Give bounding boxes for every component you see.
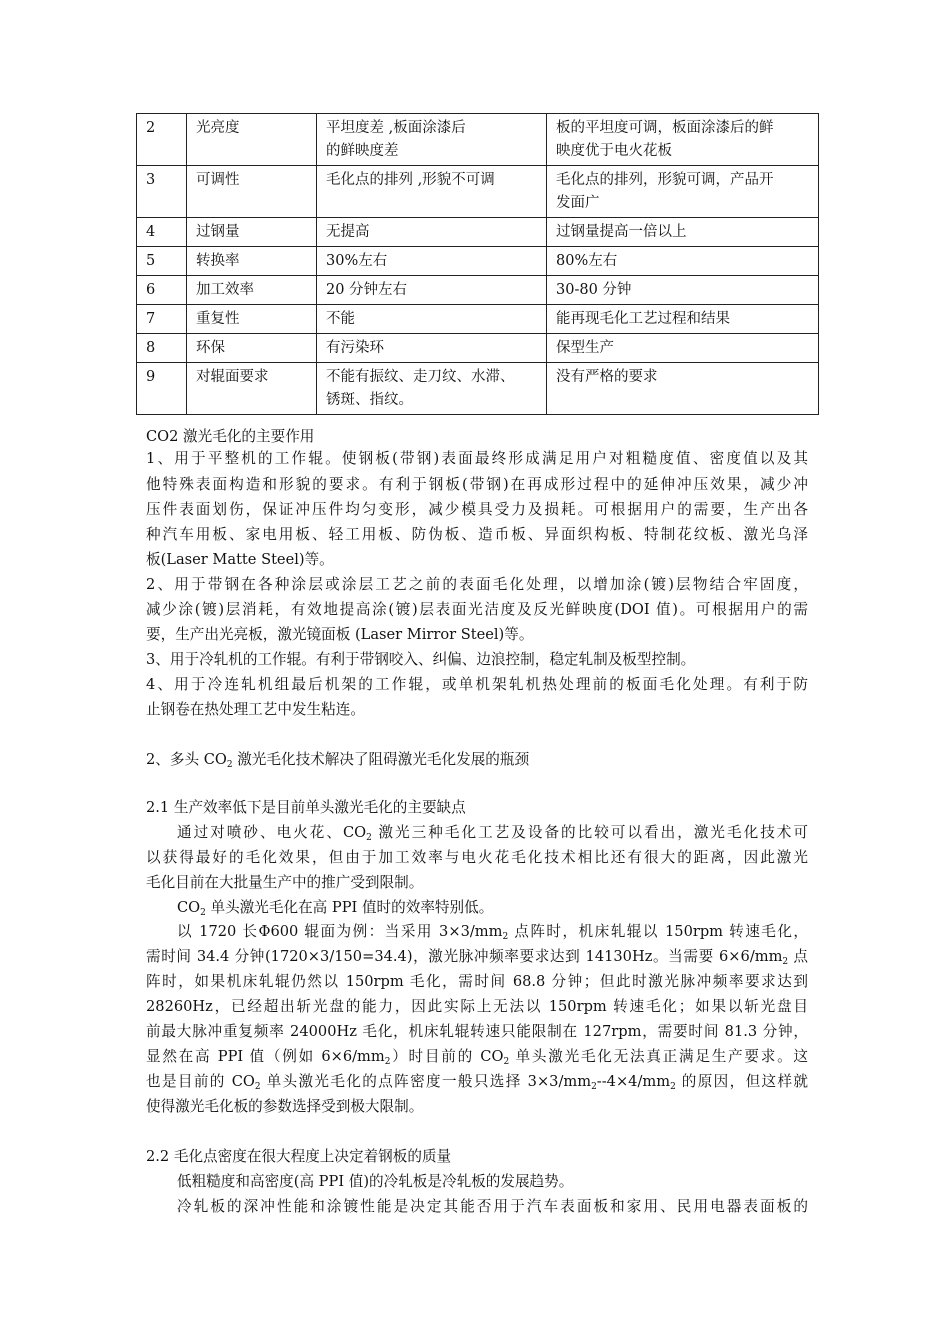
cell-laser-line: 能再现毛化工艺过程和结果 — [556, 311, 730, 327]
paragraph-line: 种汽车用板、家电用板、轻工用板、防伪板、造币板、异面织构板、特制花纹板、激光乌泽 — [146, 526, 808, 543]
paragraph-line: 阵时，如果机床轧辊仍然以 150rpm 毛化，需时间 68.8 分钟；但此时激光脉冲频率要求达到 — [146, 973, 808, 990]
cell-laser — [547, 218, 819, 247]
cell-laser-line: 没有严格的要求 — [556, 369, 658, 385]
cell-laser-line: 映度优于电火花板 — [556, 143, 672, 159]
cell-conventional-line: 平坦度差 ,板面涂漆后 — [326, 120, 466, 136]
paragraph-line: 冷轧板的深冲性能和涂镀性能是决定其能否用于汽车表面板和家用、民用电器表面板的 — [177, 1198, 808, 1215]
paragraph-line: 毛化目前在大批量生产中的推广受到限制。 — [146, 874, 424, 891]
cell-conventional-line: 无提高 — [326, 224, 370, 240]
cell-laser-line: 过钢量提高一倍以上 — [556, 224, 687, 240]
cell-laser — [547, 334, 819, 363]
paragraph-line: 减少涂(镀)层消耗，有效地提高涂(镀)层表面光洁度及反光鲜映度(DOI 值)。可根据用户的需 — [146, 601, 808, 618]
cell-laser-line: 板的平坦度可调，板面涂漆后的鲜 — [556, 120, 774, 136]
cell-conventional — [317, 276, 547, 305]
cell-conventional-line: 的鲜映度差 — [326, 143, 399, 159]
cell-laser — [547, 305, 819, 334]
paragraph-line: 前最大脉冲重复频率 24000Hz 毛化，机床轧辊转速只能限制在 127rpm，需要时间 81.3 分钟， — [146, 1023, 808, 1040]
cell-item: 加工效率 — [187, 276, 317, 305]
cell-laser — [547, 114, 819, 166]
paragraph-line: 1、用于平整机的工作辊。使钢板(带钢)表面最终形成满足用户对粗糙度值、密度值以及其 — [146, 450, 808, 467]
cell-item: 重复性 — [187, 305, 317, 334]
section-heading: CO2 激光毛化的主要作用 — [146, 428, 315, 445]
cell-conventional-line: 30%左右 — [326, 253, 388, 269]
paragraph-line: 28260Hz，已经超出斩光盘的能力，因此实际上无法以 150rpm 转速毛化；如果以斩光盘目 — [146, 998, 808, 1015]
cell-number: 7 — [137, 305, 187, 334]
cell-conventional — [317, 334, 547, 363]
cell-number: 2 — [137, 114, 187, 166]
paragraph-line: 以获得最好的毛化效果，但由于加工效率与电火花毛化技术相比还有很大的距离，因此激光 — [146, 849, 808, 866]
section-heading: 2.2 毛化点密度在很大程度上决定着钢板的质量 — [146, 1148, 452, 1165]
table-row — [137, 114, 819, 166]
cell-item: 转换率 — [187, 247, 317, 276]
cell-item: 光亮度 — [187, 114, 317, 166]
cell-laser-line: 30-80 分钟 — [556, 282, 632, 298]
cell-conventional-line: 毛化点的排列 ,形貌不可调 — [326, 172, 495, 188]
cell-number: 5 — [137, 247, 187, 276]
cell-conventional-line: 锈斑、指纹。 — [326, 392, 413, 408]
section-heading: 2、多头 $CO_2$ 激光毛化技术解决了阻碍激光毛化发展的瓶颈 — [146, 751, 530, 770]
cell-conventional — [317, 114, 547, 166]
paragraph-line: 4、用于冷连轧机组最后机架的工作辊，或单机架轧机热处理前的板面毛化处理。有利于防 — [146, 676, 808, 693]
paragraph-line: 2、用于带钢在各种涂层或涂层工艺之前的表面毛化处理，以增加涂(镀)层物结合牢固度， — [146, 576, 808, 593]
cell-conventional-line: 20 分钟左右 — [326, 282, 408, 298]
paragraph-line: 通过对喷砂、电火花、$CO_2$ 激光三种毛化工艺及设备的比较可以看出，激光毛化技术可 — [177, 824, 808, 843]
cell-laser-line: 毛化点的排列，形貌可调，产品开 — [556, 172, 774, 188]
cell-number: 6 — [137, 276, 187, 305]
cell-number: 9 — [137, 363, 187, 415]
comparison-table-body — [137, 114, 819, 415]
table-row — [137, 363, 819, 415]
cell-item: 过钢量 — [187, 218, 317, 247]
cell-conventional-line: 有污染环 — [326, 340, 384, 356]
cell-number: 3 — [137, 166, 187, 218]
cell-conventional — [317, 305, 547, 334]
paragraph-line: 他特殊表面构造和形貌的要求。有利于钢板(带钢)在再成形过程中的延伸冲压效果，减少冲 — [146, 476, 808, 493]
paragraph-line: $CO_2$ 单头激光毛化在高 PPI 值时的效率特别低。 — [177, 899, 494, 918]
paragraph-line: 也是目前的 $CO_2$ 单头激光毛化的点阵密度一般只选择 $3\times 3/mm_2--4\times 4/mm_2$ 的原因，但这样就 — [146, 1073, 808, 1092]
paragraph-line: 3、用于冷轧机的工作辊。有利于带钢咬入、纠偏、边浪控制，稳定轧制及板型控制。 — [146, 651, 696, 668]
comparison-table — [136, 113, 819, 415]
paragraph-line: 以 1720 长Φ600 辊面为例：当采用 $3\times 3/mm_2$ 点阵时，机床轧辊以 150rpm 转速毛化， — [177, 923, 808, 942]
table-row — [137, 218, 819, 247]
cell-conventional — [317, 247, 547, 276]
cell-item: 对辊面要求 — [187, 363, 317, 415]
cell-laser-line: 发面广 — [556, 195, 600, 211]
cell-laser — [547, 276, 819, 305]
cell-laser — [547, 247, 819, 276]
table-row — [137, 305, 819, 334]
cell-item: 环保 — [187, 334, 317, 363]
cell-laser — [547, 363, 819, 415]
table-row — [137, 334, 819, 363]
cell-laser — [547, 166, 819, 218]
cell-conventional-line: 不能 — [326, 311, 355, 327]
cell-item: 可调性 — [187, 166, 317, 218]
paragraph-line: 需时间 34.4 分钟(1720×3/150=34.4)，激光脉冲频率要求达到 14130Hz。当需要 $6\times 6/mm_2$ 点 — [146, 948, 808, 967]
paragraph-line: 显然在高 PPI 值（例如 $6\times 6/mm_2$）时目前的 $CO_2$ 单头激光毛化无法真正满足生产要求。这 — [146, 1048, 809, 1067]
cell-number: 4 — [137, 218, 187, 247]
section-heading: 2.1 生产效率低下是目前单头激光毛化的主要缺点 — [146, 799, 466, 816]
paragraph-line: 要，生产出光亮板，激光镜面板 (Laser Mirror Steel)等。 — [146, 626, 534, 643]
paragraph-line: 使得激光毛化板的参数选择受到极大限制。 — [146, 1098, 424, 1115]
paragraph-line: 板(Laser Matte Steel)等。 — [146, 551, 334, 568]
table-row — [137, 276, 819, 305]
cell-conventional — [317, 166, 547, 218]
cell-laser-line: 保型生产 — [556, 340, 614, 356]
cell-laser-line: 80%左右 — [556, 253, 618, 269]
cell-conventional — [317, 218, 547, 247]
cell-conventional-line: 不能有振纹、走刀纹、水滞、 — [326, 369, 515, 385]
table-row — [137, 166, 819, 218]
paragraph-line: 压件表面划伤，保证冲压件均匀变形，减少模具受力及损耗。可根据用户的需要，生产出各 — [146, 501, 808, 518]
cell-number: 8 — [137, 334, 187, 363]
paragraph-line: 低粗糙度和高密度(高 PPI 值)的冷轧板是冷轧板的发展趋势。 — [177, 1173, 574, 1190]
cell-conventional — [317, 363, 547, 415]
paragraph-line: 止钢卷在热处理工艺中发生粘连。 — [146, 701, 365, 718]
table-row — [137, 247, 819, 276]
